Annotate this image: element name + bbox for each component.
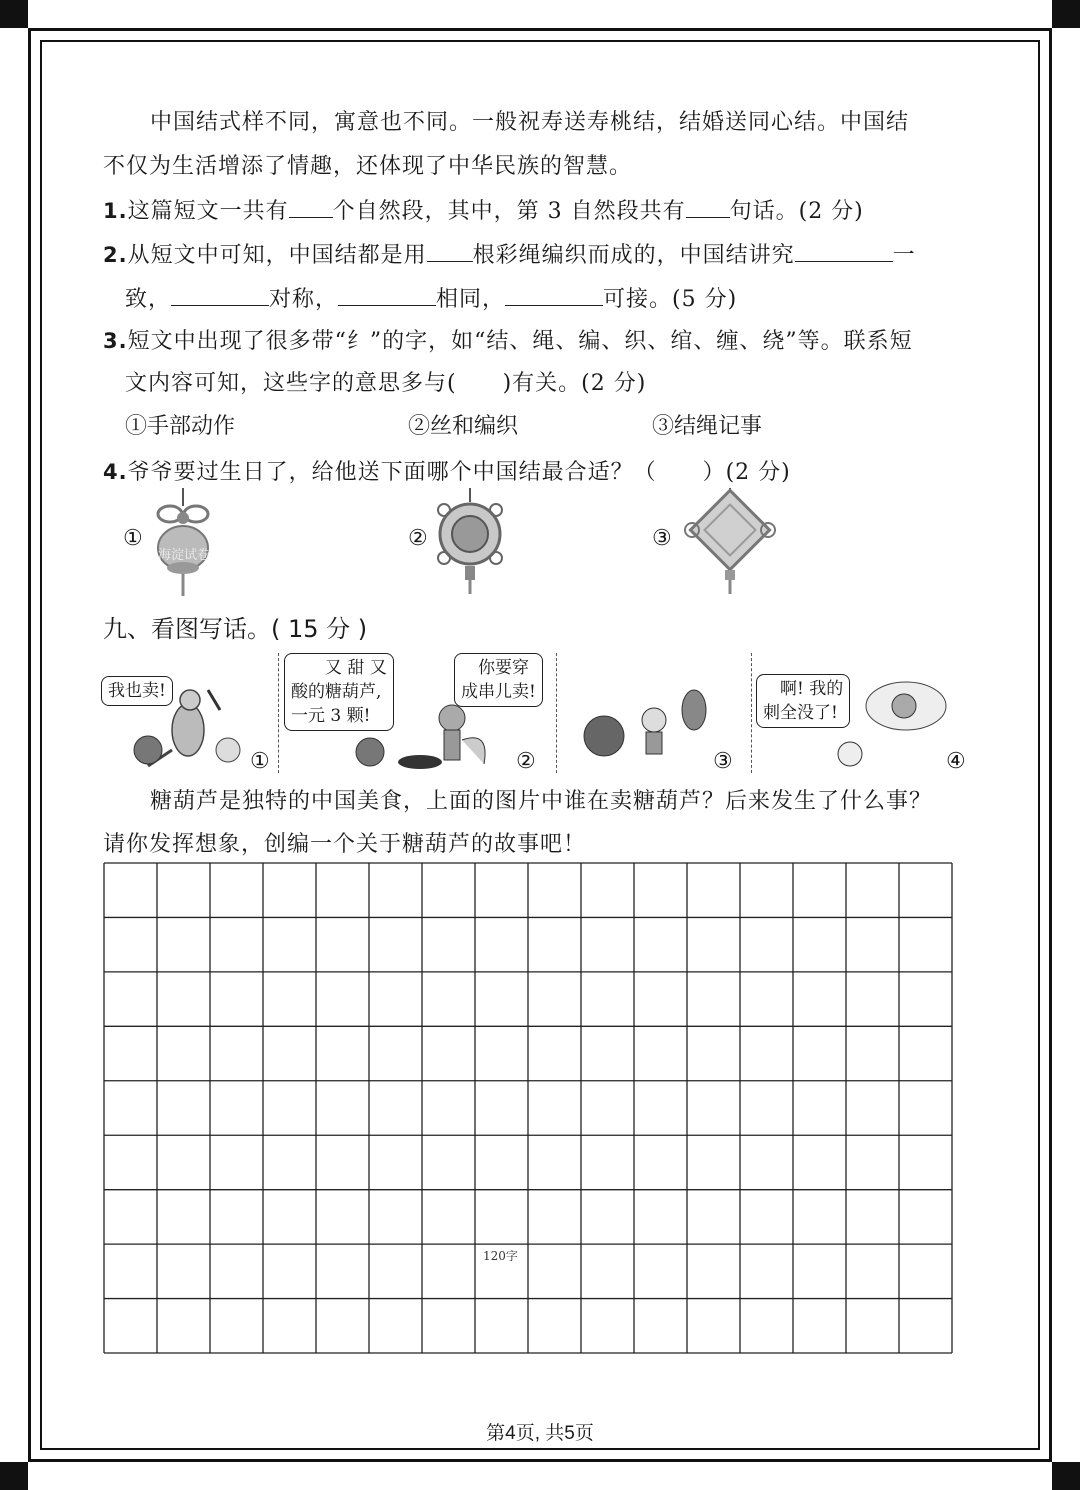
question-1-text-b: 个自然段，其中，第 3 自然段共有 <box>332 199 686 224</box>
question-1-number: 1. <box>103 199 128 223</box>
frame-corner-tr <box>1052 0 1080 28</box>
question-2-text-b: 根彩绳编织而成的，中国结讲究 <box>472 243 795 268</box>
frame-corner-br <box>1052 1462 1080 1490</box>
writing-grid[interactable] <box>103 862 953 1354</box>
question-1-text-a: 这篇短文一共有 <box>127 199 289 224</box>
question-1-text-c: 句话。(2 分) <box>729 199 864 224</box>
answer-blank-feature-2[interactable] <box>171 283 269 306</box>
question-3-option-2[interactable]: ②丝和编织 <box>408 414 519 439</box>
question-3-option-1[interactable]: ①手部动作 <box>125 414 236 439</box>
passage-line-1: 中国结式样不同，寓意也不同。一般祝寿送寿桃结，结婚送同心结。中国结 <box>150 110 910 135</box>
question-4-option-3-label[interactable]: ③ <box>652 526 672 551</box>
question-2-text-f: 相同， <box>436 287 506 312</box>
panel-divider-2 <box>556 653 557 773</box>
panel-3-number: ③ <box>713 749 733 774</box>
question-2-text-a: 从短文中可知，中国结都是用 <box>127 243 427 268</box>
question-2-text-c: 一 <box>892 243 916 268</box>
answer-blank-feature-3[interactable] <box>338 283 436 306</box>
question-3-line-2: 文内容可知，这些字的意思多与( )有关。(2 分) <box>125 371 647 396</box>
panel-1-number: ① <box>250 749 270 774</box>
question-2-line-1 <box>103 239 916 271</box>
panel-2-number: ② <box>516 749 536 774</box>
question-4-number: 4. <box>103 460 128 484</box>
grid-word-count-marker: 120字 <box>483 1249 518 1263</box>
fox-thinking-hedgehog-illustration <box>820 680 950 770</box>
panel-1-speech-bubble: 我也卖! <box>101 676 173 706</box>
answer-blank-feature-1[interactable] <box>795 239 893 262</box>
question-4 <box>103 457 791 488</box>
round-knot-image[interactable] <box>432 488 508 596</box>
question-2-text-g: 可接。(5 分) <box>603 287 738 312</box>
question-3-option-3[interactable]: ③结绳记事 <box>652 414 763 439</box>
kangaroo-hedgehog-illustration <box>128 680 248 770</box>
answer-blank-feature-4[interactable] <box>505 283 603 306</box>
question-3-number: 3. <box>103 329 128 353</box>
page-footer: 第4页, 共5页 <box>486 1423 594 1444</box>
section-9-title: 九、看图写话。( 15 分 ) <box>103 615 368 643</box>
question-4-option-1-label[interactable]: ① <box>123 526 143 551</box>
panel-4-number: ④ <box>946 749 966 774</box>
panel-4-speech-bubble: 啊! 我的 刺全没了! <box>756 674 850 728</box>
frame-corner-bl <box>0 1462 28 1490</box>
question-4-option-2-label[interactable]: ② <box>408 526 428 551</box>
answer-blank-rope-count[interactable] <box>427 239 473 262</box>
writing-prompt-line-1: 糖葫芦是独特的中国美食，上面的图片中谁在卖糖葫芦？后来发生了什么事？ <box>150 789 933 814</box>
passage-line-2: 不仅为生活增添了情趣，还体现了中华民族的智慧。 <box>103 154 633 179</box>
fox-hedgehog-illustration <box>350 700 500 772</box>
hedgehog-dog-penguin-illustration <box>576 684 726 772</box>
square-knot-image[interactable] <box>680 488 780 596</box>
writing-prompt-line-2: 请你发挥想象，创编一个关于糖葫芦的故事吧！ <box>103 832 587 857</box>
panel-2-speech-bubble-fox: 你要穿 成串儿卖! <box>454 653 543 707</box>
question-3-text-1: 短文中出现了很多带“纟”的字，如“结、绳、编、织、绾、缠、绕”等。联系短 <box>127 329 913 354</box>
question-2-number: 2. <box>103 243 128 267</box>
question-2-line-2 <box>125 283 737 315</box>
question-2-text-d: 致， <box>125 287 172 312</box>
peach-knot-image[interactable] <box>148 488 218 598</box>
answer-blank-sentence-count[interactable] <box>686 195 730 218</box>
answer-blank-paragraph-count[interactable] <box>289 195 333 218</box>
panel-2-speech-bubble-seller: 又 甜 又 酸的糖葫芦, 一元 3 颗! <box>284 653 394 731</box>
panel-divider-3 <box>751 653 752 773</box>
panel-divider-1 <box>278 653 279 773</box>
question-4-text: 爷爷要过生日了，给他送下面哪个中国结最合适？（ ）(2 分) <box>127 460 791 485</box>
frame-corner-tl <box>0 0 28 28</box>
question-2-text-e: 对称， <box>269 287 339 312</box>
question-1 <box>103 195 864 227</box>
question-3-line-1 <box>103 326 913 357</box>
peach-knot-watermark: 海淀试卷 <box>158 548 211 563</box>
